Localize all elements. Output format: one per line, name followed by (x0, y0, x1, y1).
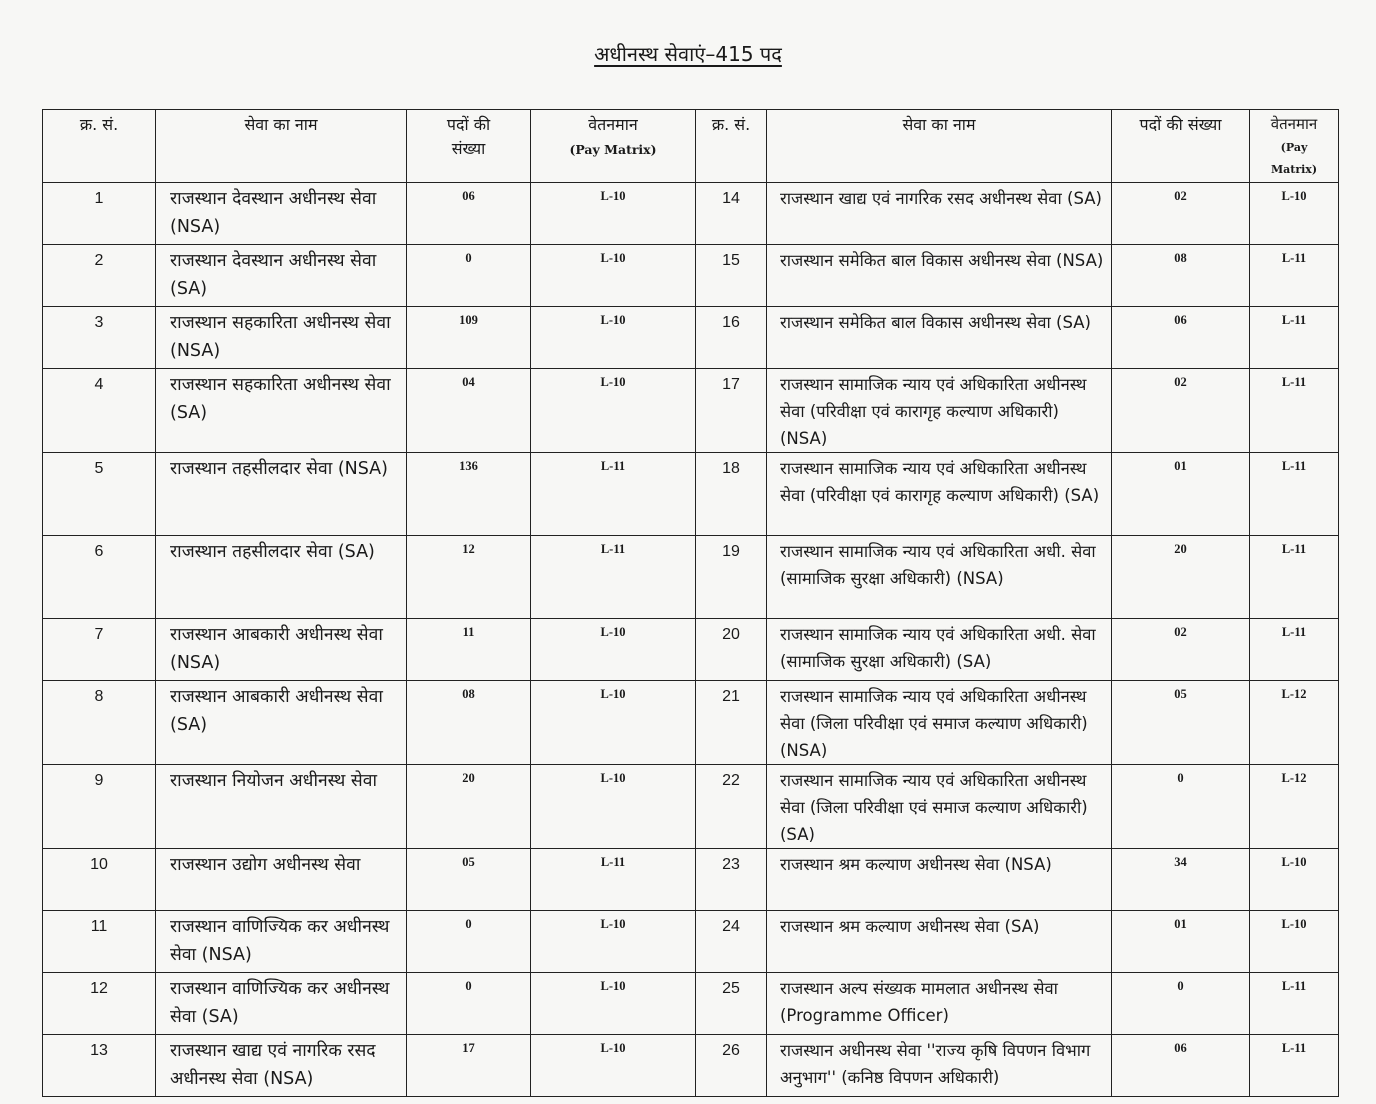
post-count-cell: 0 (407, 973, 531, 1035)
pay-matrix-cell: L-11 (531, 453, 696, 536)
post-count-cell: 02 (1112, 369, 1250, 453)
table-row (43, 245, 1339, 307)
sr-no-cell: 13 (43, 1035, 156, 1097)
sr-no-cell: 26 (696, 1035, 767, 1097)
table-row (43, 369, 1339, 453)
post-count-cell: 0 (407, 911, 531, 973)
service-name-cell: राजस्थान उद्योग अधीनस्थ सेवा (156, 849, 407, 911)
pay-matrix-cell: L-11 (1250, 973, 1339, 1035)
sr-no-cell: 22 (696, 765, 767, 849)
service-name-cell: राजस्थान तहसीलदार सेवा (NSA) (156, 453, 407, 536)
post-count-cell: 20 (407, 765, 531, 849)
table-row (43, 1035, 1339, 1097)
sr-no-cell: 7 (43, 619, 156, 681)
service-name-cell: राजस्थान सहकारिता अधीनस्थ सेवा (NSA) (156, 307, 407, 369)
table-row (43, 911, 1339, 973)
sr-no-cell: 14 (696, 183, 767, 245)
table-row (43, 536, 1339, 619)
post-count-cell: 05 (407, 849, 531, 911)
sr-no-cell: 24 (696, 911, 767, 973)
service-name-cell: राजस्थान नियोजन अधीनस्थ सेवा (156, 765, 407, 849)
sr-no-cell: 6 (43, 536, 156, 619)
table-row (43, 307, 1339, 369)
header-row (43, 110, 1339, 183)
pay-matrix-cell: L-10 (531, 911, 696, 973)
pay-matrix-cell: L-11 (531, 849, 696, 911)
pay-matrix-cell: L-10 (531, 183, 696, 245)
table-row (43, 765, 1339, 849)
post-count-cell: 06 (1112, 307, 1250, 369)
post-count-cell: 20 (1112, 536, 1250, 619)
post-count-cell: 0 (407, 245, 531, 307)
table-row (43, 973, 1339, 1035)
pay-matrix-cell: L-11 (1250, 369, 1339, 453)
sr-no-cell: 21 (696, 681, 767, 765)
pay-matrix-cell: L-10 (1250, 183, 1339, 245)
header-sr-no-right: क्र. सं. (696, 110, 767, 183)
post-count-cell: 05 (1112, 681, 1250, 765)
pay-matrix-cell: L-11 (1250, 536, 1339, 619)
service-name-cell: राजस्थान सामाजिक न्याय एवं अधिकारिता अधीनस्थ सेवा (परिवीक्षा एवं कारागृह कल्याण अधिकारी) (NSA) (767, 369, 1112, 453)
sr-no-cell: 8 (43, 681, 156, 765)
service-name-cell: राजस्थान सामाजिक न्याय एवं अधिकारिता अधी. सेवा (सामाजिक सुरक्षा अधिकारी) (NSA) (767, 536, 1112, 619)
post-count-cell: 04 (407, 369, 531, 453)
sr-no-cell: 15 (696, 245, 767, 307)
pay-matrix-cell: L-11 (531, 536, 696, 619)
table-row (43, 453, 1339, 536)
sr-no-cell: 5 (43, 453, 156, 536)
sr-no-cell: 12 (43, 973, 156, 1035)
post-count-cell: 17 (407, 1035, 531, 1097)
pay-matrix-cell: L-10 (531, 681, 696, 765)
service-name-cell: राजस्थान आबकारी अधीनस्थ सेवा (SA) (156, 681, 407, 765)
sr-no-cell: 25 (696, 973, 767, 1035)
table-row (43, 681, 1339, 765)
service-name-cell: राजस्थान समेकित बाल विकास अधीनस्थ सेवा (SA) (767, 307, 1112, 369)
post-count-cell: 06 (407, 183, 531, 245)
table-row (43, 619, 1339, 681)
sr-no-cell: 2 (43, 245, 156, 307)
table-row (43, 183, 1339, 245)
post-count-cell: 136 (407, 453, 531, 536)
sr-no-cell: 16 (696, 307, 767, 369)
header-service-name-right: सेवा का नाम (767, 110, 1112, 183)
sr-no-cell: 9 (43, 765, 156, 849)
post-count-cell: 34 (1112, 849, 1250, 911)
service-name-cell: राजस्थान सहकारिता अधीनस्थ सेवा (SA) (156, 369, 407, 453)
sr-no-cell: 23 (696, 849, 767, 911)
sr-no-cell: 1 (43, 183, 156, 245)
post-count-cell: 06 (1112, 1035, 1250, 1097)
post-count-cell: 01 (1112, 911, 1250, 973)
service-name-cell: राजस्थान देवस्थान अधीनस्थ सेवा (SA) (156, 245, 407, 307)
sr-no-cell: 18 (696, 453, 767, 536)
services-table (42, 109, 1339, 1097)
service-name-cell: राजस्थान अधीनस्थ सेवा ''राज्य कृषि विपणन विभाग अनुभाग'' (कनिष्ठ विपणन अधिकारी) (767, 1035, 1112, 1097)
post-count-cell: 0 (1112, 765, 1250, 849)
post-count-cell: 01 (1112, 453, 1250, 536)
sr-no-cell: 17 (696, 369, 767, 453)
post-count-cell: 12 (407, 536, 531, 619)
post-count-cell: 02 (1112, 619, 1250, 681)
service-name-cell: राजस्थान आबकारी अधीनस्थ सेवा (NSA) (156, 619, 407, 681)
pay-matrix-cell: L-11 (1250, 1035, 1339, 1097)
pay-matrix-cell: L-10 (1250, 849, 1339, 911)
service-name-cell: राजस्थान सामाजिक न्याय एवं अधिकारिता अधीनस्थ सेवा (जिला परिवीक्षा एवं समाज कल्याण अधिकारी) (SA) (767, 765, 1112, 849)
header-posts: पदों की संख्या (407, 110, 531, 183)
header-pay-right: वेतनमान (Pay Matrix) (1250, 110, 1339, 183)
service-name-cell: राजस्थान सामाजिक न्याय एवं अधिकारिता अधीनस्थ सेवा (जिला परिवीक्षा एवं समाज कल्याण अधिकारी) (NSA) (767, 681, 1112, 765)
service-name-cell: राजस्थान श्रम कल्याण अधीनस्थ सेवा (SA) (767, 911, 1112, 973)
pay-matrix-cell: L-12 (1250, 765, 1339, 849)
sr-no-cell: 4 (43, 369, 156, 453)
header-service-name: सेवा का नाम (156, 110, 407, 183)
table-row (43, 849, 1339, 911)
service-name-cell: राजस्थान वाणिज्यिक कर अधीनस्थ सेवा (SA) (156, 973, 407, 1035)
post-count-cell: 0 (1112, 973, 1250, 1035)
sr-no-cell: 3 (43, 307, 156, 369)
pay-matrix-cell: L-10 (531, 973, 696, 1035)
post-count-cell: 08 (407, 681, 531, 765)
pay-matrix-cell: L-11 (1250, 245, 1339, 307)
service-name-cell: राजस्थान सामाजिक न्याय एवं अधिकारिता अधीनस्थ सेवा (परिवीक्षा एवं कारागृह कल्याण अधिकारी) (SA) (767, 453, 1112, 536)
pay-matrix-cell: L-10 (531, 307, 696, 369)
header-posts-right: पदों की संख्या (1112, 110, 1250, 183)
service-name-cell: राजस्थान श्रम कल्याण अधीनस्थ सेवा (NSA) (767, 849, 1112, 911)
post-count-cell: 02 (1112, 183, 1250, 245)
page-title-text: अधीनस्थ सेवाएं–415 पद (594, 42, 782, 66)
sr-no-cell: 20 (696, 619, 767, 681)
service-name-cell: राजस्थान खाद्य एवं नागरिक रसद अधीनस्थ सेवा (SA) (767, 183, 1112, 245)
pay-matrix-cell: L-10 (531, 619, 696, 681)
pay-matrix-cell: L-11 (1250, 453, 1339, 536)
pay-matrix-cell: L-11 (1250, 307, 1339, 369)
service-name-cell: राजस्थान सामाजिक न्याय एवं अधिकारिता अधी. सेवा (सामाजिक सुरक्षा अधिकारी) (SA) (767, 619, 1112, 681)
sr-no-cell: 10 (43, 849, 156, 911)
service-name-cell: राजस्थान देवस्थान अधीनस्थ सेवा (NSA) (156, 183, 407, 245)
pay-matrix-cell: L-12 (1250, 681, 1339, 765)
post-count-cell: 08 (1112, 245, 1250, 307)
sr-no-cell: 11 (43, 911, 156, 973)
service-name-cell: राजस्थान तहसीलदार सेवा (SA) (156, 536, 407, 619)
sr-no-cell: 19 (696, 536, 767, 619)
pay-matrix-cell: L-10 (531, 245, 696, 307)
service-name-cell: राजस्थान खाद्य एवं नागरिक रसद अधीनस्थ सेवा (NSA) (156, 1035, 407, 1097)
pay-matrix-cell: L-10 (531, 1035, 696, 1097)
pay-matrix-cell: L-11 (1250, 619, 1339, 681)
pay-matrix-cell: L-10 (531, 765, 696, 849)
post-count-cell: 11 (407, 619, 531, 681)
service-name-cell: राजस्थान अल्प संख्यक मामलात अधीनस्थ सेवा (Programme Officer) (767, 973, 1112, 1035)
pay-matrix-cell: L-10 (531, 369, 696, 453)
header-sr-no: क्र. सं. (43, 110, 156, 183)
service-name-cell: राजस्थान वाणिज्यिक कर अधीनस्थ सेवा (NSA) (156, 911, 407, 973)
pay-matrix-cell: L-10 (1250, 911, 1339, 973)
service-name-cell: राजस्थान समेकित बाल विकास अधीनस्थ सेवा (NSA) (767, 245, 1112, 307)
header-pay: वेतनमान (Pay Matrix) (531, 110, 696, 183)
post-count-cell: 109 (407, 307, 531, 369)
page-title (0, 40, 1376, 67)
